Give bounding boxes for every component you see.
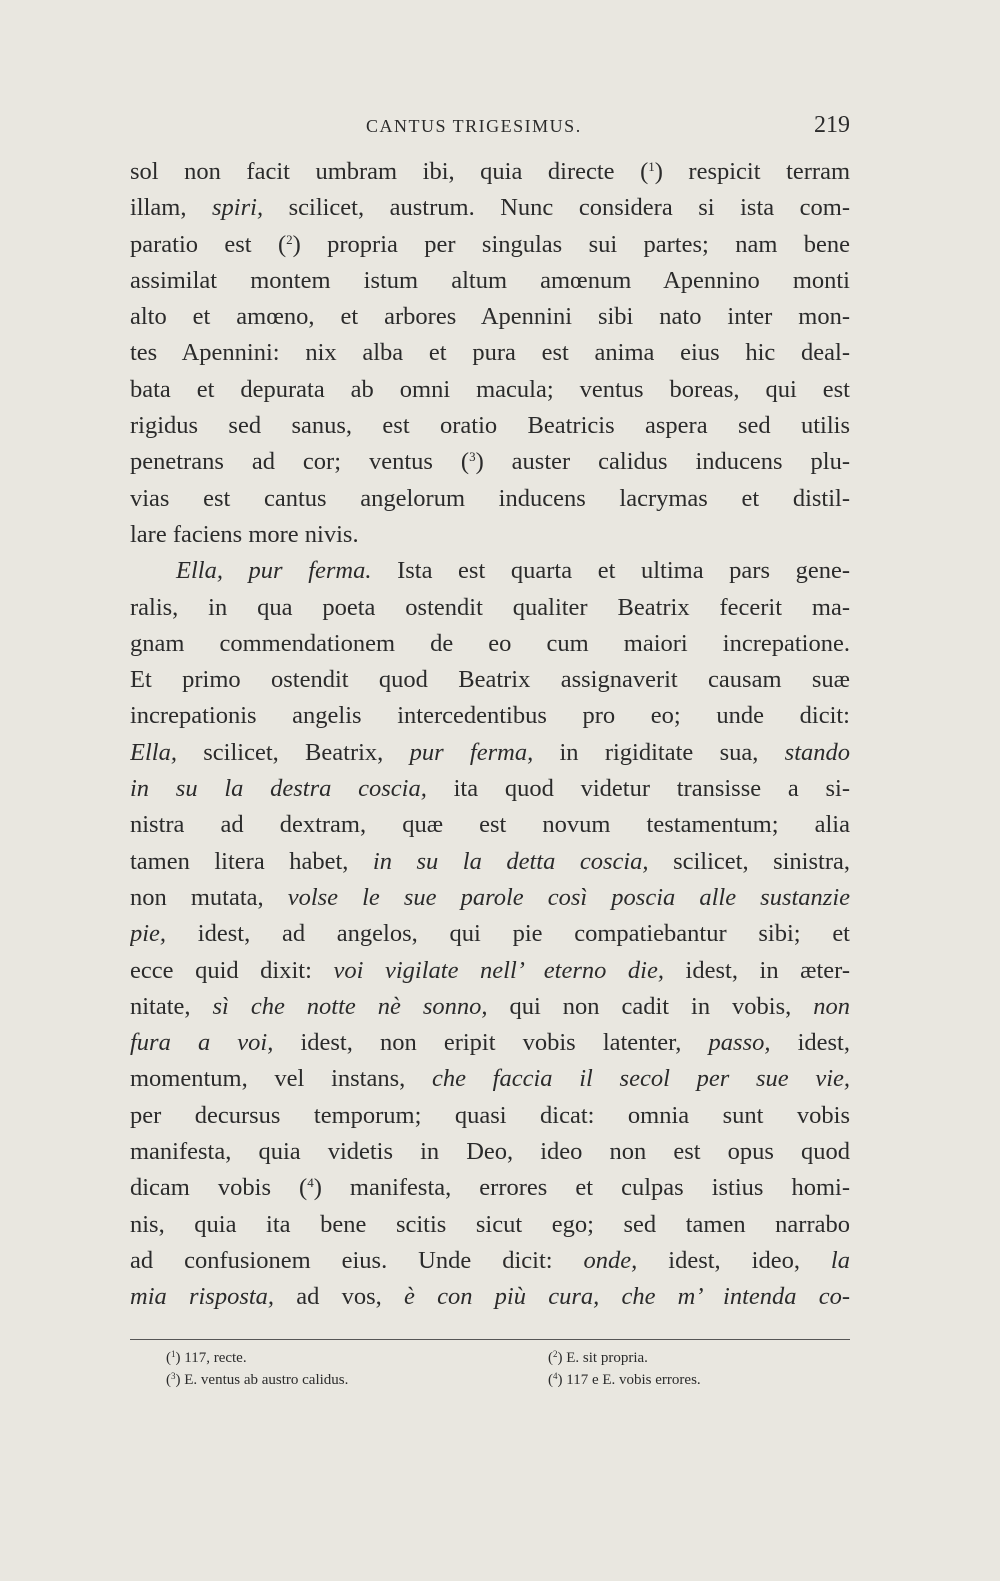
footnote-mark: 1: [171, 1349, 176, 1359]
text-segment: ecce quid dixit:: [130, 956, 334, 984]
footnote-text: 117 e E. vobis errores.: [562, 1372, 701, 1388]
footnotes: [166, 1347, 806, 1391]
text-segment: increpationis angelis intercedentibus pro eo; unde dicit:: [130, 702, 850, 730]
text-segment: lare faciens more nivis.: [130, 520, 359, 548]
footnote: ($^2$) E. sit propria.: [548, 1349, 648, 1366]
text-segment: idest, in æter-: [663, 956, 850, 984]
text-segment: idest, ideo,: [637, 1246, 831, 1274]
text-segment: paratio est (: [130, 230, 287, 258]
page-number: 219: [814, 112, 850, 138]
italic-quotation: pie,: [130, 920, 167, 948]
italic-quotation: in su la detta coscia,: [372, 847, 649, 875]
text-segment: idest,: [770, 1029, 850, 1057]
text-line: [130, 1279, 850, 1315]
text-line: [130, 1207, 850, 1243]
text-segment: manifesta, quia videtis in Deo, ideo non est opus quod: [130, 1138, 850, 1166]
text-segment: momentum, vel instans,: [130, 1065, 432, 1093]
text-line: [130, 190, 850, 226]
footnote-text: 117, recte.: [180, 1350, 247, 1366]
text-segment: ) respicit terram: [654, 158, 850, 185]
text-line: [130, 807, 850, 843]
italic-quotation: spiri,: [212, 194, 264, 222]
text-segment: ad vos,: [274, 1283, 404, 1311]
text-line: [130, 771, 850, 807]
text-line: [130, 263, 850, 299]
italic-quotation: la: [830, 1246, 850, 1274]
italic-quotation: sì che notte nè sonno,: [212, 992, 488, 1020]
text-segment: gnam commendationem de eo cum maiori increpatione.: [130, 629, 850, 657]
text-segment: rigidus sed sanus, est oratio Beatricis aspera sed utilis: [130, 412, 850, 440]
running-title: CANTUS TRIGESIMUS.: [366, 116, 582, 136]
text-segment: Ista est quarta et ultima pars gene-: [371, 557, 850, 585]
italic-quotation: Ella,: [130, 738, 177, 766]
text-segment: bata et depurata ab omni macula; ventus boreas, qui est: [130, 375, 850, 403]
text-line: [130, 1134, 850, 1170]
footnote-mark: 2: [553, 1349, 558, 1359]
text-line: [130, 989, 850, 1025]
text-line: [130, 481, 850, 517]
footnote-reference: 2: [286, 231, 293, 247]
italic-quotation: è con più cura, che m’ intenda co-: [404, 1283, 850, 1311]
text-line: [130, 444, 850, 480]
text-segment: scilicet, Beatrix,: [176, 738, 410, 766]
text-segment: vias est cantus angelorum inducens lacrymas et distil-: [130, 484, 850, 512]
text-line: [130, 1098, 850, 1134]
footnote: ($^3$) E. ventus ab austro calidus.: [166, 1371, 349, 1388]
footnote-text: E. ventus ab austro calidus.: [180, 1372, 349, 1388]
text-segment: assimilat montem istum altum amœnum Apennino monti: [130, 266, 850, 294]
text-segment: idest, non eripit vobis latenter,: [273, 1029, 709, 1057]
text-line: [130, 517, 850, 553]
italic-quotation: passo,: [708, 1029, 771, 1057]
italic-quotation: Ella, pur ferma.: [176, 557, 372, 585]
text-line: [130, 154, 850, 190]
text-line: [130, 844, 850, 880]
text-segment: per decursus temporum; quasi dicat: omnia sunt vobis: [130, 1101, 850, 1129]
text-segment: ralis, in qua poeta ostendit qualiter Beatrix fecerit ma-: [130, 593, 850, 621]
text-segment: dicam vobis (: [130, 1174, 308, 1202]
italic-quotation: mia risposta,: [130, 1283, 275, 1311]
text-line: [130, 953, 850, 989]
text-segment: nistra ad dextram, quæ est novum testamentum; alia: [130, 811, 850, 839]
text-line: [130, 299, 850, 335]
footnote-mark: 4: [553, 1371, 558, 1381]
text-line: [130, 408, 850, 444]
text-line: [130, 916, 850, 952]
text-line: [130, 372, 850, 408]
italic-quotation: volse le sue parole così poscia alle sustanzie: [287, 883, 850, 911]
text-segment: non mutata,: [130, 883, 288, 911]
text-segment: in rigiditate sua,: [533, 738, 785, 766]
text-line: [130, 553, 850, 589]
text-line: [130, 662, 850, 698]
text-segment: nis, quia ita bene scitis sicut ego; sed tamen narrabo: [130, 1210, 850, 1238]
page-header: [130, 112, 850, 142]
text-line: [130, 335, 850, 371]
text-segment: ad confusionem eius. Unde dicit:: [130, 1246, 584, 1274]
text-segment: nitate,: [130, 992, 213, 1020]
text-segment: qui non cadit in vobis,: [487, 992, 814, 1020]
italic-quotation: stando: [784, 738, 850, 766]
italic-quotation: voi vigilate nell’ eterno die,: [333, 956, 664, 984]
text-segment: tamen litera habet,: [130, 847, 373, 875]
footnote: ($^4$) 117 e E. vobis errores.: [548, 1371, 701, 1388]
text-line: [130, 880, 850, 916]
footnote-mark: 3: [171, 1371, 176, 1381]
text-line: [130, 1243, 850, 1279]
italic-quotation: che faccia il secol per sue vie,: [431, 1065, 850, 1093]
text-line: [130, 626, 850, 662]
text-line: [130, 735, 850, 771]
text-segment: ) auster calidus inducens plu-: [475, 448, 850, 476]
text-segment: sol non facit umbram ibi, quia directe (: [130, 158, 649, 185]
text-segment: idest, ad angelos, qui pie compatiebantur sibi; et: [166, 920, 850, 948]
text-line: [130, 1061, 850, 1097]
text-segment: ita quod videtur transisse a si-: [426, 775, 850, 803]
text-segment: ) propria per singulas sui partes; nam bene: [292, 230, 850, 258]
text-segment: illam,: [130, 194, 213, 222]
footnote-reference: 1: [648, 159, 655, 174]
footnote-text: E. sit propria.: [562, 1350, 648, 1366]
text-segment: penetrans ad cor; ventus (: [130, 448, 470, 476]
text-segment: tes Apennini: nix alba et pura est anima eius hic deal-: [130, 339, 850, 367]
text-line: [130, 590, 850, 626]
footnote-reference: 4: [307, 1175, 314, 1191]
italic-quotation: pur ferma,: [409, 738, 534, 766]
text-segment: scilicet, sinistra,: [648, 847, 850, 875]
text-segment: Et primo ostendit quod Beatrix assignaverit causam suæ: [130, 666, 850, 694]
text-line: [130, 698, 850, 734]
text-segment: alto et amœno, et arbores Apennini sibi nato inter mon-: [130, 303, 850, 331]
footnote-row: [166, 1347, 806, 1369]
text-line: [130, 1170, 850, 1206]
body-text: [130, 154, 850, 1316]
text-segment: scilicet, austrum. Nunc considera si ista com-: [263, 194, 850, 222]
footnote-reference: 3: [469, 449, 476, 465]
text-segment: ) manifesta, errores et culpas istius homi-: [313, 1174, 850, 1202]
italic-quotation: fura a voi,: [130, 1029, 274, 1057]
footnote: ($^1$) 117, recte.: [166, 1349, 247, 1366]
italic-quotation: in su la destra coscia,: [130, 775, 427, 803]
text-line: [130, 227, 850, 263]
text-line: [130, 1025, 850, 1061]
footnote-rule: [130, 1339, 850, 1340]
italic-quotation: non: [813, 992, 850, 1020]
italic-quotation: onde,: [583, 1246, 638, 1274]
footnote-row: [166, 1369, 806, 1391]
